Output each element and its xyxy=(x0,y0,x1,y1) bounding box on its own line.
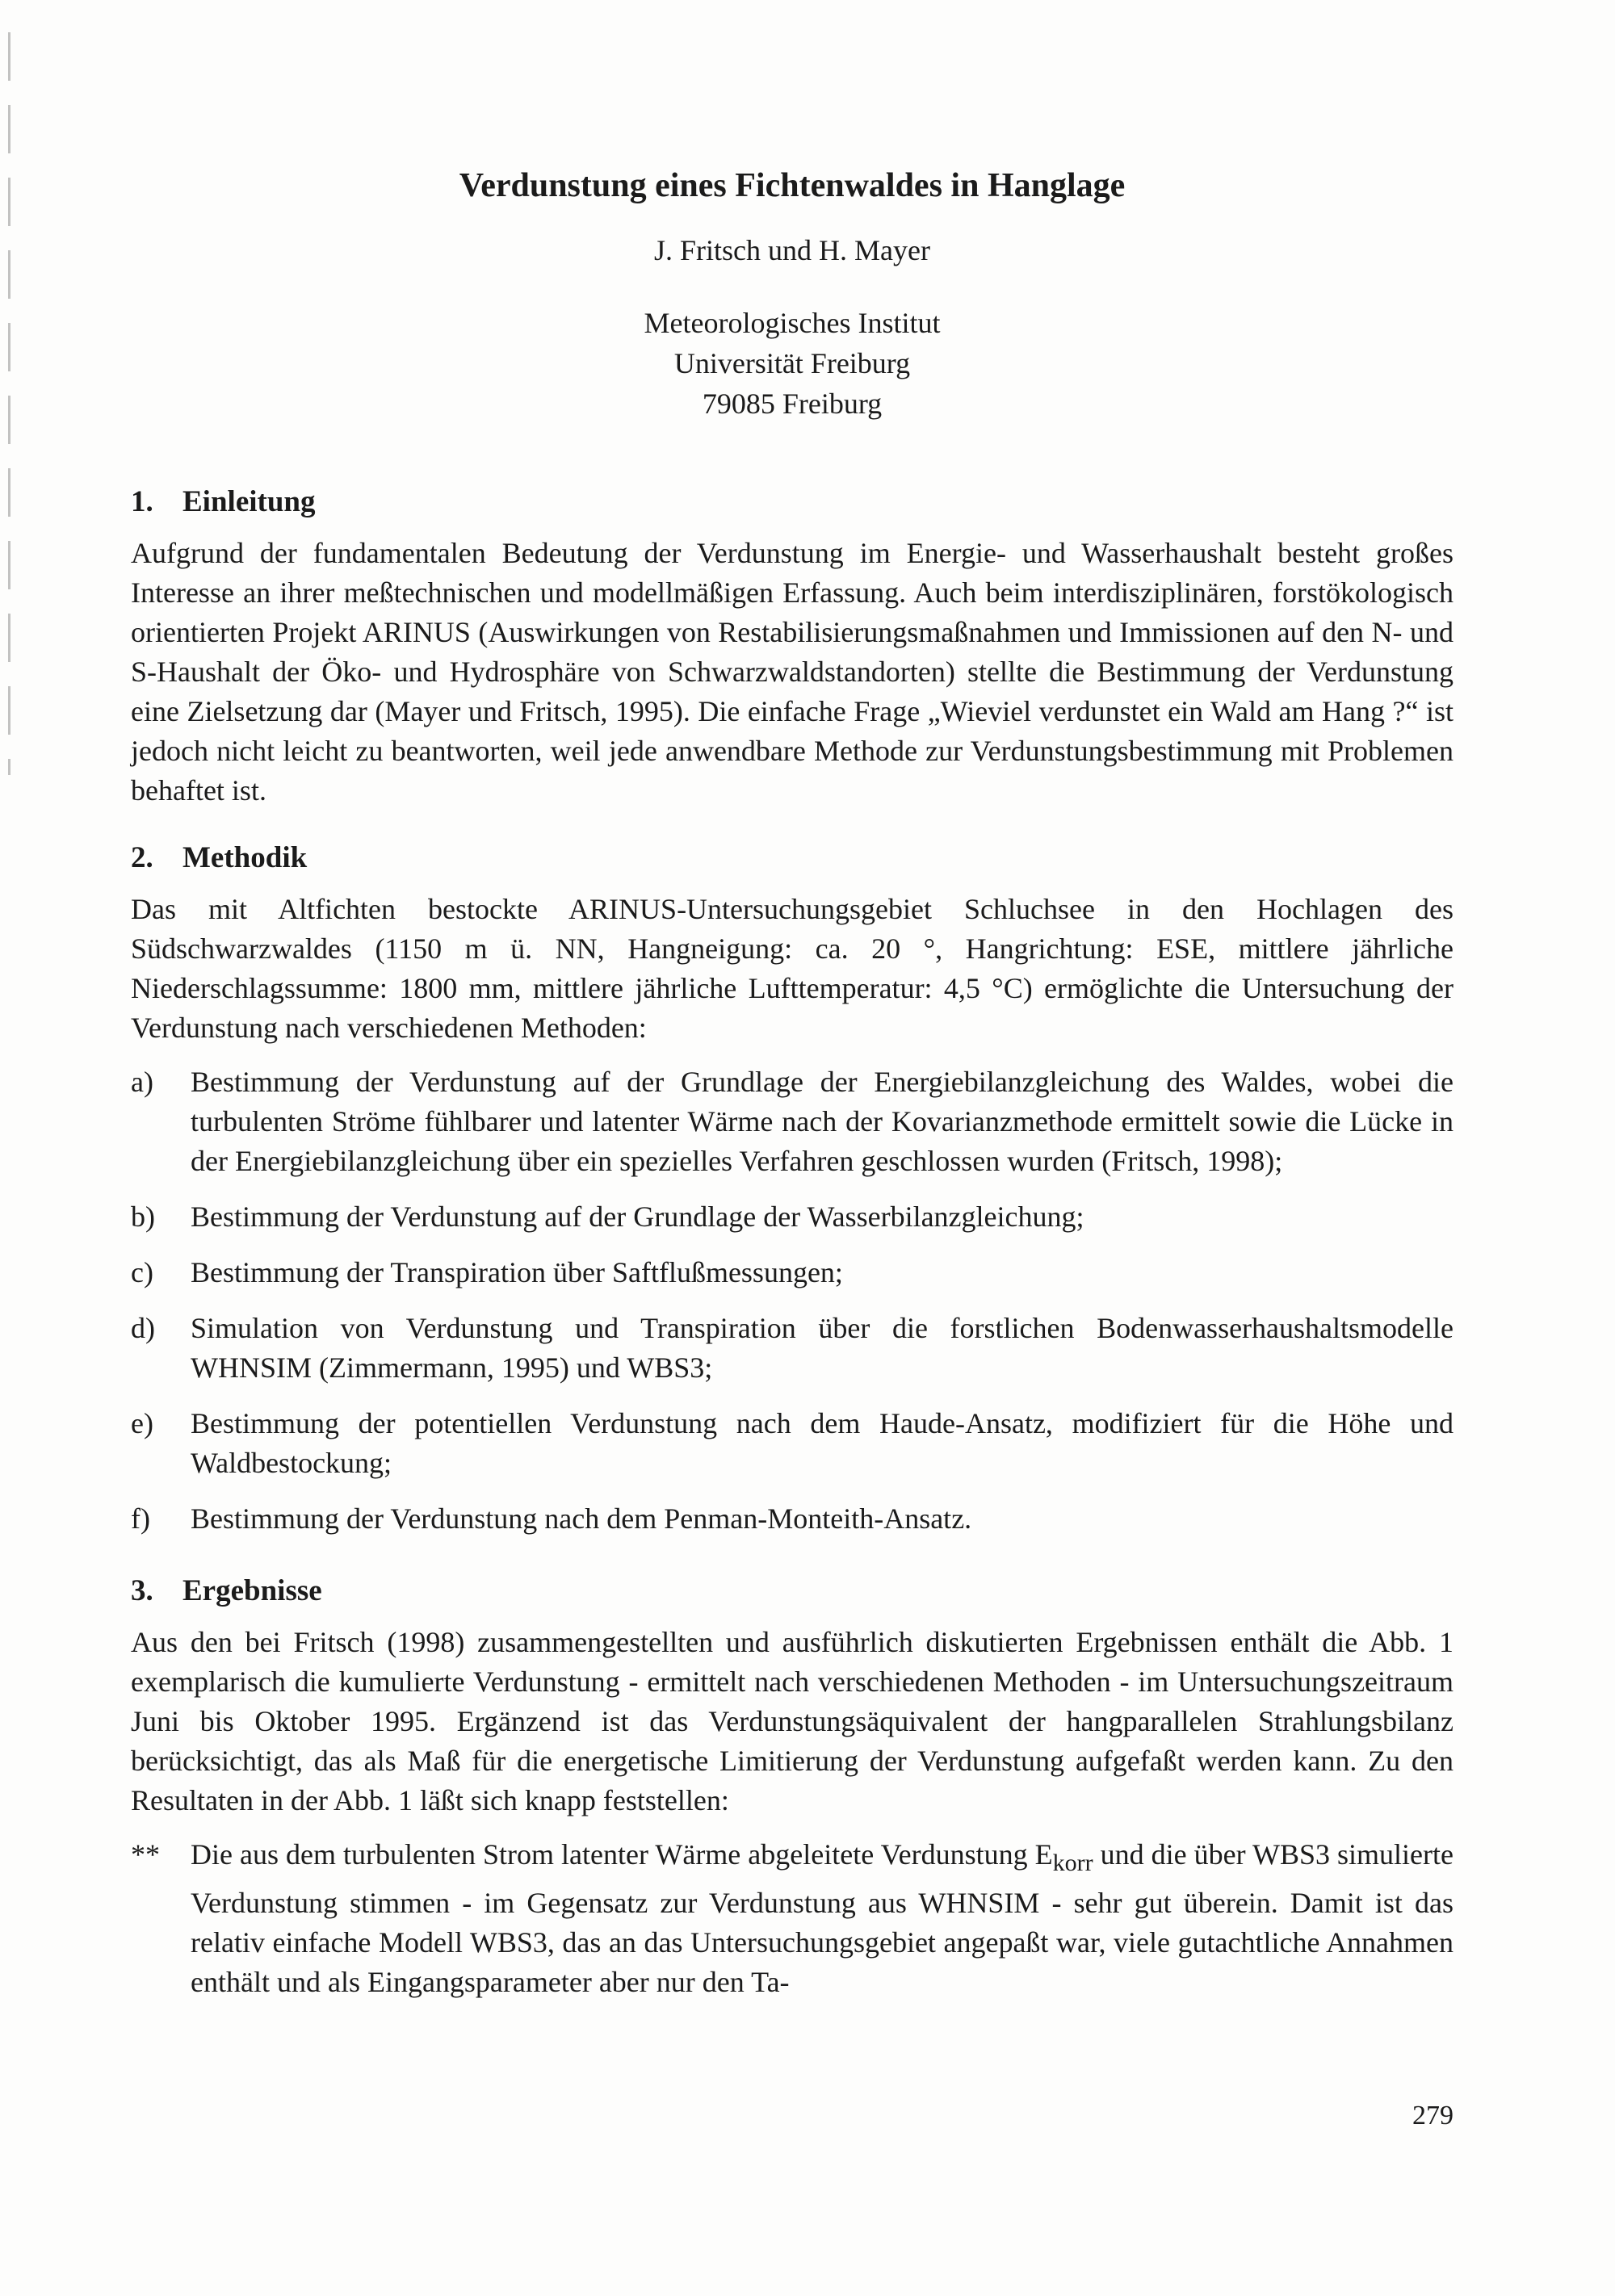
list-label: e) xyxy=(131,1407,153,1440)
list-item xyxy=(131,1404,1454,1483)
affiliation xyxy=(131,303,1454,424)
list-item xyxy=(131,1062,1454,1181)
authors: J. Fritsch und H. Mayer xyxy=(654,234,930,267)
paper-title: Verdunstung eines Fichtenwaldes in Hanglage xyxy=(459,167,1126,204)
section-paragraph: Das mit Altfichten bestockte ARINUS-Untersuchungsgebiet Schluchsee in den Hochlagen des Südschwarzwaldes (1150 m ü. NN, Hangneigung: ca. 20 °, Hangrichtung: ESE, mittlere jährliche Niederschlagssumme: 1800 mm, mittlere jährliche Lufttemperatur: 4,5 °C) ermöglichte die Untersuchung der Verdunstung nach verschiedenen Methoden: xyxy=(131,893,1454,1045)
section-einleitung xyxy=(131,482,1454,811)
list-text: Bestimmung der Verdunstung nach dem Penman-Monteith-Ansatz. xyxy=(191,1502,972,1536)
affiliation-university: Universität Freiburg xyxy=(673,347,911,380)
list-text: Simulation von Verdunstung und Transpiration über die forstlichen Bodenwasserhaushaltsmodelle WHNSIM (Zimmermann, 1995) und WBS3; xyxy=(191,1312,1454,1385)
list-label: f) xyxy=(131,1502,150,1536)
paper-page xyxy=(131,165,1454,2002)
list-item xyxy=(131,1253,1454,1293)
page-number: 279 xyxy=(1412,2101,1454,2131)
list-item xyxy=(131,1309,1454,1388)
affiliation-institute: Meteorologisches Institut xyxy=(644,307,941,340)
note-text: Die aus dem turbulenten Strom latenter Wärme abgeleitete Verdunstung $E_{korr}$ und die über WBS3 simulierte Verdunstung stimmen - im Gegensatz zur Verdunstung aus WHNSIM - sehr gut überein. Damit ist das relativ einfache Modell WBS3, das an das Untersuchungsgebiet angepaßt war, viele gutachtliche Annahmen enthält und als Eingangsparameter aber nur den Ta- xyxy=(191,1838,1454,1998)
section-heading: 1. Einleitung xyxy=(131,485,316,519)
note-label: ** xyxy=(131,1838,160,1871)
affiliation-city: 79085 Freiburg xyxy=(702,388,883,421)
subscript-korr: korr xyxy=(1052,1850,1093,1877)
list-label: c) xyxy=(131,1256,153,1289)
section-methodik xyxy=(131,838,1454,1539)
list-label: b) xyxy=(131,1200,155,1234)
section-heading: 2. Methodik xyxy=(131,841,308,875)
list-text: Bestimmung der Transpiration über Saftflußmessungen; xyxy=(191,1256,843,1289)
list-label: d) xyxy=(131,1312,155,1345)
scan-edge-mark xyxy=(8,32,10,775)
result-note xyxy=(131,1835,1454,2001)
list-text: Bestimmung der Verdunstung auf der Grundlage der Wasserbilanzgleichung; xyxy=(191,1200,1084,1234)
list-label: a) xyxy=(131,1066,153,1099)
list-text: Bestimmung der potentiellen Verdunstung nach dem Haude-Ansatz, modifiziert für die Höhe und Waldbestockung; xyxy=(191,1407,1454,1480)
list-item xyxy=(131,1197,1454,1237)
section-paragraph: Aufgrund der fundamentalen Bedeutung der Verdunstung im Energie- und Wasserhaushalt besteht großes Interesse an ihrer meßtechnischen und modellmäßigen Erfassung. Auch beim interdisziplinären, forstökologisch orientierten Projekt ARINUS (Auswirkungen von Restabilisierungsmaßnahmen und Immissionen auf den N- und S-Haushalt der Öko- und Hydrosphäre von Schwarzwaldstandorten) stellte die Bestimmung der Verdunstung eine Zielsetzung dar (Mayer und Fritsch, 1995). Die einfache Frage „Wieviel verdunstet ein Wald am Hang ?“ ist jedoch nicht leicht zu beantworten, weil jede anwendbare Methode zur Verdunstungsbestimmung mit Problemen behaftet ist. xyxy=(131,537,1454,807)
list-item xyxy=(131,1499,1454,1539)
section-paragraph: Aus den bei Fritsch (1998) zusammengestellten und ausführlich diskutierten Ergebnissen enthält die Abb. 1 exemplarisch die kumulierte Verdunstung - ermittelt nach verschiedenen Methoden - im Untersuchungszeitraum Juni bis Oktober 1995. Ergänzend ist das Verdunstungsäquivalent der hangparallelen Strahlungsbilanz berücksichtigt, das als Maß für die energetische Limitierung der Verdunstung aufgefaßt werden kann. Zu den Resultaten in der Abb. 1 läßt sich knapp feststellen: xyxy=(131,1626,1454,1817)
section-heading: 3. Ergebnisse xyxy=(131,1574,322,1608)
list-text: Bestimmung der Verdunstung auf der Grundlage der Energiebilanzgleichung des Waldes, wobei die turbulenten Ströme fühlbarer und latenter Wärme nach der Kovarianzmethode ermittelt sowie die Lücke in der Energiebilanzgleichung über ein spezielles Verfahren geschlossen wurden (Fritsch, 1998); xyxy=(191,1066,1454,1178)
method-list xyxy=(131,1062,1454,1539)
section-ergebnisse xyxy=(131,1571,1454,2001)
